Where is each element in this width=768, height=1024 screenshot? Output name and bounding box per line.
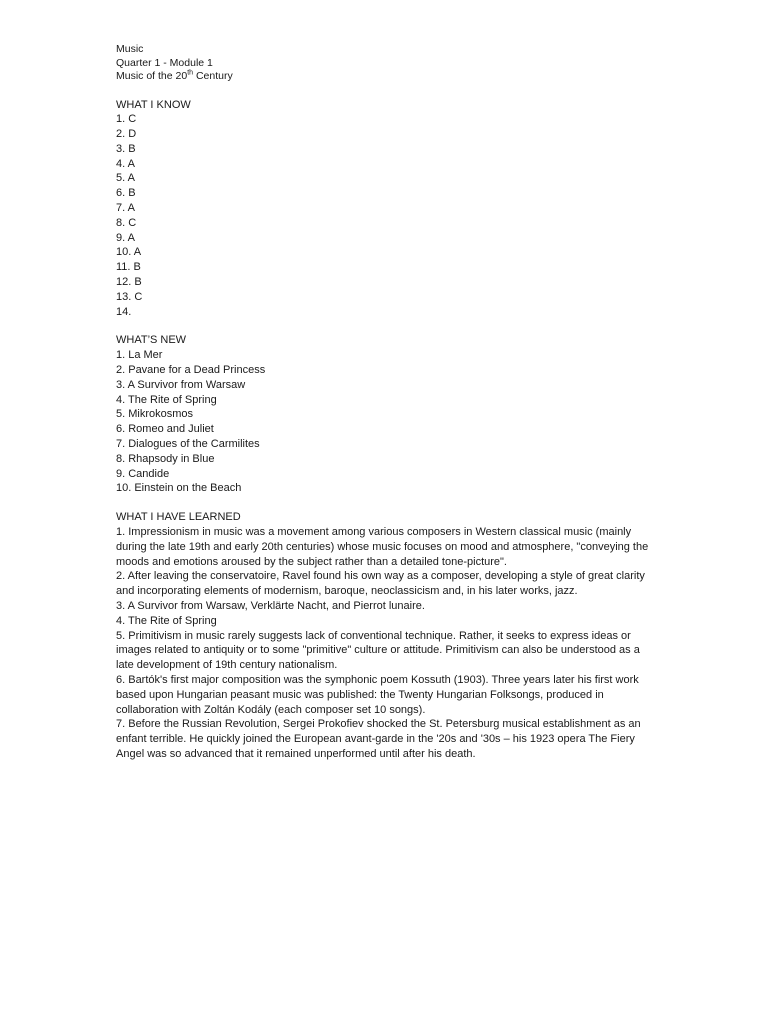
document-header [116, 43, 756, 84]
answer-item: 7. A [116, 202, 135, 215]
answer-item: 10. Einstein on the Beach [116, 482, 242, 495]
answer-item: 12. B [116, 276, 142, 289]
answer-item: 4. A [116, 157, 135, 170]
what-i-know-section [116, 98, 756, 320]
topic-line [116, 70, 756, 84]
answer-item: 1. La Mer [116, 349, 163, 362]
learned-paragraph: 3. A Survivor from Warsaw, Verklärte Nacht, and Pierrot lunaire. [116, 600, 425, 612]
whats-new-section [116, 333, 756, 496]
section-title: WHAT I HAVE LEARNED [116, 511, 241, 524]
answer-item: 7. Dialogues of the Carmilites [116, 438, 260, 451]
quarter-module-line: Quarter 1 - Module 1 [116, 56, 213, 69]
answer-item: 14. [116, 305, 132, 318]
answer-item: 13. C [116, 290, 143, 303]
answer-item: 3. B [116, 142, 136, 155]
learned-paragraph: 6. Bartók's first major composition was the symphonic poem Kossuth (1903). Three years later his first work based upon Hungarian peasant music was published: the Twenty Hungarian Folksongs, produced in collaboration with Zoltán Kodály (each composer set 10 songs). [116, 673, 639, 716]
answer-item: 8. C [116, 216, 137, 229]
topic-prefix: Music of the 20 [116, 70, 188, 82]
subject-line: Music [116, 43, 144, 55]
answer-item: 1. C [116, 113, 137, 126]
answer-item: 2. D [116, 128, 137, 141]
section-title: WHAT’S NEW [116, 334, 187, 347]
topic-suffix: Century [193, 70, 233, 82]
answer-item: 6. Romeo and Juliet [116, 423, 214, 436]
answer-item: 6. B [116, 187, 136, 200]
learned-paragraph: 2. After leaving the conservatoire, Ravel found his own way as a composer, developing a style of great clarity and incorporating elements of modernism, baroque, neoclassicism and, in his later works, jazz. [116, 570, 645, 598]
answer-item: 5. Mikrokosmos [116, 408, 194, 421]
section-title: WHAT I KNOW [116, 98, 191, 111]
answer-item: 4. The Rite of Spring [116, 393, 217, 406]
learned-paragraph: 5. Primitivism in music rarely suggests lack of conventional technique. Rather, it seeks to express ideas or images related to antiquity or to some "primitive" culture or attitude. Primitivism can also be understood as a late development of 19th century nationalism. [116, 629, 640, 672]
answer-item: 10. A [116, 246, 142, 259]
answer-item: 3. A Survivor from Warsaw [116, 378, 246, 391]
answer-item: 2. Pavane for a Dead Princess [116, 364, 266, 377]
topic-superscript: th [187, 69, 194, 77]
answer-item: 9. Candide [116, 467, 170, 480]
answer-item: 9. A [116, 231, 135, 244]
learned-paragraph: 4. The Rite of Spring [116, 614, 217, 627]
document-page [116, 43, 756, 762]
answer-item: 5. A [116, 172, 135, 185]
learned-paragraph: 1. Impressionism in music was a movement among various composers in Western classical music (mainly during the late 19th and early 20th centuries) whose music focuses on mood and atmosphere, "conveying the moods and emotions aroused by the subject rather than a detailed tone-picture". [116, 526, 649, 568]
learned-paragraph: 7. Before the Russian Revolution, Sergei Prokofiev shocked the St. Petersburg musical establishment as an enfant terrible. He quickly joined the European avant-garde in the '20s and '30s – his 1923 opera The Fiery Angel was so advanced that it remained unperformed until after his death. [116, 718, 641, 760]
answer-item: 8. Rhapsody in Blue [116, 452, 215, 465]
answer-item: 11. B [116, 261, 141, 274]
what-i-have-learned-section [116, 510, 756, 762]
